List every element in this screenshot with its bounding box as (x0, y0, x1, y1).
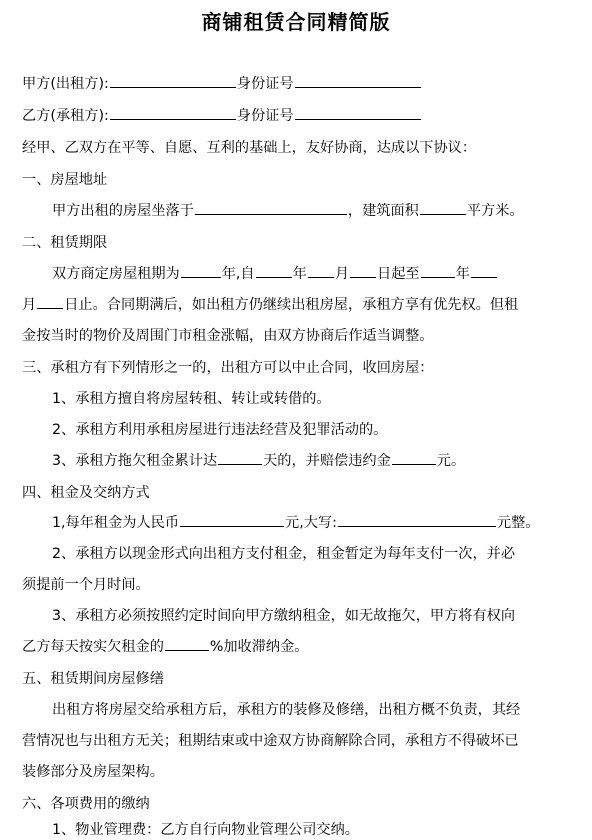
penalty-amount-blank[interactable] (392, 451, 436, 465)
document-title: 商铺租赁合同精简版 (201, 10, 391, 34)
section-5-line-2: 营情况也与出租方无关；租期结束或中途双方协商解除合同，承租方不得破坏已 (22, 733, 519, 749)
year-unit: 年 (221, 266, 236, 282)
section-4-item-3-line-2 (22, 637, 578, 657)
end-day-blank[interactable] (37, 295, 63, 309)
start-day-blank[interactable] (350, 264, 376, 278)
arrears-label: 3、承租方拖欠租金累计达 (52, 453, 218, 469)
term-label: 双方商定房屋租期为 (52, 266, 180, 282)
year-unit: 年 (292, 266, 307, 282)
late-fee-label: 乙方每天按实欠租金的 (22, 639, 164, 655)
start-month-blank[interactable] (308, 264, 334, 278)
section-3-item-3 (52, 451, 578, 471)
term-end-text: 日止。合同期满后，如出租方仍继续出租房屋，承租方享有优先权。但租 (64, 297, 519, 313)
id-label: 身份证号 (236, 108, 294, 124)
address-label: 甲方出租的房屋坐落于 (52, 203, 194, 219)
party-a-name-blank[interactable] (110, 74, 236, 88)
section-3-item-2: 2、承租方利用承租房屋进行违法经营及犯罪活动的。 (52, 422, 388, 438)
party-a-label: 甲方(出租方): (22, 76, 109, 92)
late-fee-unit: %加收滞纳金。 (209, 639, 309, 655)
party-a-id-blank[interactable] (295, 74, 421, 88)
section-2-line-3: 金按当时的物价及周围门市租金涨幅，由双方协商后作适当调整。 (22, 328, 434, 344)
term-years-blank[interactable] (181, 264, 221, 278)
section-3-item-1: 1、承租方擅自将房屋转租、转让或转借的。 (52, 391, 331, 407)
area-blank[interactable] (420, 201, 466, 215)
start-to-label: 日起至 (377, 266, 420, 282)
section-4-heading: 四、租金及交纳方式 (22, 485, 150, 501)
rent-words-label: 元,大写: (285, 515, 337, 531)
section-6-line-1: 1、物业管理费：乙方自行向物业管理公司交纳。 (52, 822, 359, 838)
area-label: ，建筑面积 (347, 203, 419, 219)
section-2-heading: 二、租赁期限 (22, 235, 108, 251)
section-6-heading: 六、各项费用的缴纳 (22, 796, 150, 812)
intro-paragraph: 经甲、乙双方在平等、自愿、互利的基础上，友好协商，达成以下协议： (22, 140, 477, 156)
yuan-unit: 元整。 (496, 515, 540, 531)
section-5-line-3: 装修部分及房屋架构。 (22, 764, 164, 780)
section-5-line-1: 出租方将房屋交给承租方后，承租方的装修及修缮，出租方概不负责，其经 (52, 702, 521, 718)
year-unit: 年 (455, 266, 470, 282)
rent-amount-blank[interactable] (180, 513, 284, 527)
penalty-label: 天的，并赔偿违约金 (263, 453, 391, 469)
rent-amount-label: 1,每年租金为人民币 (52, 515, 180, 531)
section-4-item-2-line-2: 须提前一个月时间。 (22, 577, 150, 593)
section-2-line-1 (52, 264, 578, 284)
from-label: ,自 (235, 266, 255, 282)
rent-words-blank[interactable] (338, 513, 496, 527)
section-1-heading: 一、房屋地址 (22, 172, 108, 188)
section-2-line-2 (22, 295, 578, 315)
month-unit: 月 (22, 297, 37, 313)
id-label: 身份证号 (236, 76, 294, 92)
party-b-id-blank[interactable] (295, 106, 421, 120)
section-3-heading: 三、承租方有下列情形之一的，出租方可以中止合同，收回房屋： (22, 360, 434, 376)
section-4-item-1 (52, 513, 578, 533)
late-fee-rate-blank[interactable] (165, 637, 209, 651)
section-1-body (52, 201, 578, 221)
yuan-unit: 元。 (436, 453, 466, 469)
party-a-line (22, 74, 578, 94)
party-b-label: 乙方(承租方): (22, 108, 109, 124)
party-b-line (22, 106, 578, 126)
month-unit: 月 (334, 266, 350, 282)
arrears-days-blank[interactable] (218, 451, 262, 465)
end-month-blank[interactable] (471, 264, 497, 278)
area-unit: 平方米。 (466, 203, 524, 219)
end-year-blank[interactable] (421, 264, 455, 278)
start-year-blank[interactable] (256, 264, 292, 278)
address-blank[interactable] (195, 201, 347, 215)
section-5-heading: 五、租赁期间房屋修缮 (22, 671, 164, 687)
section-4-item-2-line-1: 2、承租方以现金形式向出租方支付租金，租金暂定为每年支付一次，并必 (52, 546, 516, 562)
section-4-item-3-line-1: 3、承租方必须按照约定时间向甲方缴纳租金，如无故拖欠，甲方将有权向 (52, 608, 516, 624)
party-b-name-blank[interactable] (110, 106, 236, 120)
